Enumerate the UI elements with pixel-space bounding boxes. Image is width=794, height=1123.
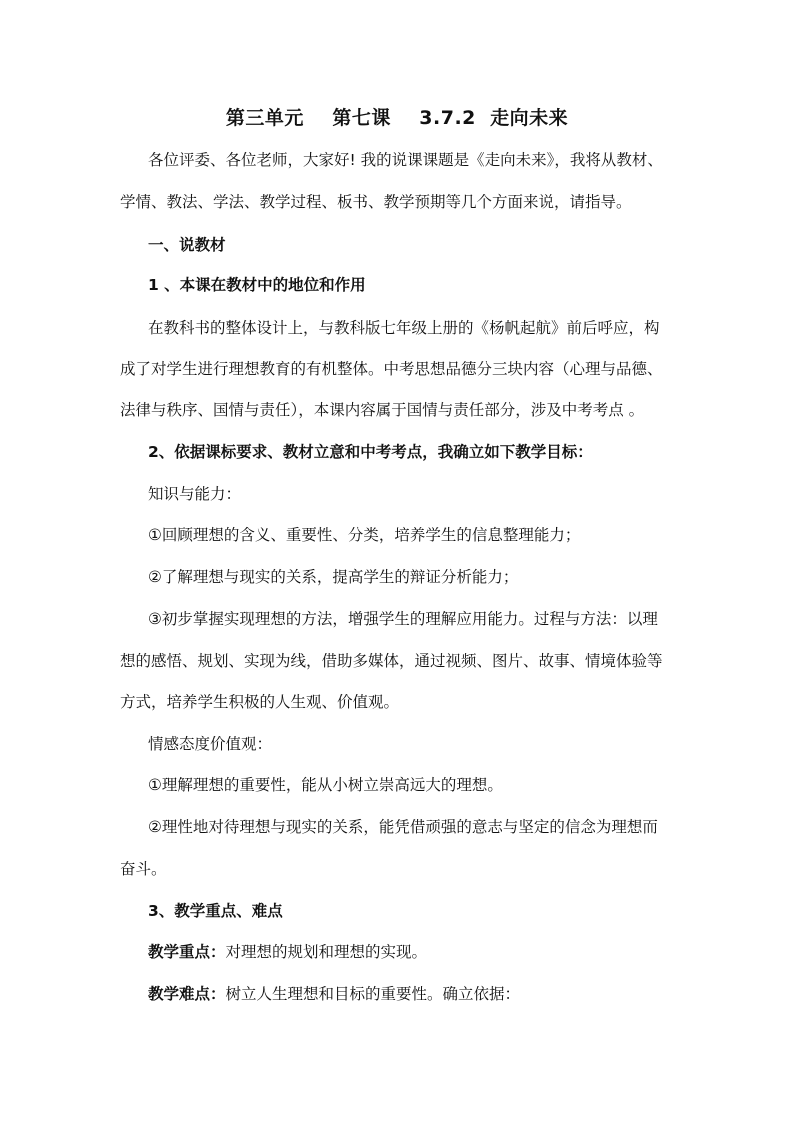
paragraph-line: 成了对学生进行理想教育的有机整体。中考思想品德分三块内容（心理与品德、 <box>120 360 663 378</box>
paragraph-line: 在教科书的整体设计上，与教科版七年级上册的《杨帆起航》前后呼应，构 <box>148 319 660 337</box>
focus-label: 教学重点： <box>148 943 226 961</box>
focus-text: 对理想的规划和理想的实现。 <box>225 943 428 961</box>
label-emotion-values: 情感态度价值观： <box>148 735 273 753</box>
paragraph-line: 奋斗。 <box>120 860 167 878</box>
subheading-position-role: 1 、本课在教材中的地位和作用 <box>148 276 366 294</box>
subheading-teaching-goals: 2、依据课标要求、教材立意和中考考点，我确立如下教学目标： <box>148 443 593 461</box>
paragraph-line: 法律与秩序、国情与责任），本课内容属于国情与责任部分，涉及中考考点 。 <box>120 401 645 419</box>
subheading-focus-difficulty: 3、教学重点、难点 <box>148 902 283 920</box>
difficulty-label: 教学难点： <box>148 985 226 1003</box>
focus-row <box>148 940 427 964</box>
difficulty-row <box>148 982 520 1006</box>
section-heading-textbook: 一、说教材 <box>148 236 226 254</box>
intro-line-1: 各位评委、各位老师，大家好! 我的说课课题是《走向未来》，我将从教材、 <box>148 151 663 169</box>
paragraph-line: 想的感悟、规划、实现为线，借助多媒体，通过视频、图片、故事、情境体验等 <box>120 652 663 670</box>
difficulty-text: 树立人生理想和目标的重要性。确立依据： <box>225 985 521 1003</box>
page-title: 第三单元 第七课 3.7.2 走向未来 <box>225 107 569 129</box>
intro-line-2: 学情、教法、学法、教学过程、板书、教学预期等几个方面来说，请指导。 <box>120 193 632 211</box>
list-item: ①回顾理想的含义、重要性、分类，培养学生的信息整理能力； <box>148 526 581 544</box>
paragraph-line: 方式，培养学生积极的人生观、价值观。 <box>120 693 400 711</box>
list-item: ②理性地对待理想与现实的关系，能凭借顽强的意志与坚定的信念为理想而 <box>148 818 658 836</box>
label-knowledge-ability: 知识与能力： <box>148 485 242 503</box>
list-item: ②了解理想与现实的关系，提高学生的辩证分析能力； <box>148 568 519 586</box>
list-item: ③初步掌握实现理想的方法，增强学生的理解应用能力。过程与方法：以理 <box>148 610 658 628</box>
list-item: ①理解理想的重要性，能从小树立崇高远大的理想。 <box>148 776 503 794</box>
